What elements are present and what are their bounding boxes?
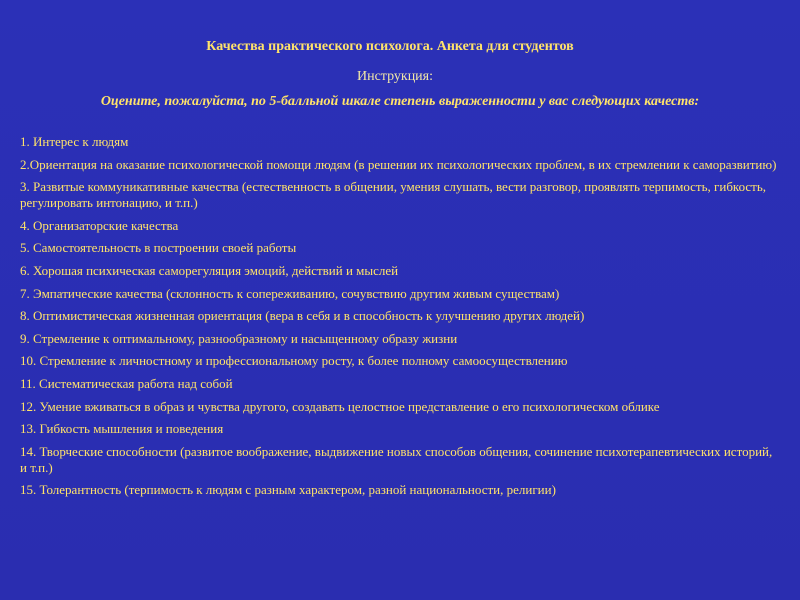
list-item: 9. Стремление к оптимальному, разнообразному и насыщенному образу жизни [20, 330, 458, 346]
list-item: 3. Развитые коммуникативные качества (естественность в общении, умения слушать, вести разговор, проявлять терпимость, гибкость, регулировать интонацию, и т.п.) [20, 179, 767, 211]
list-item: 8. Оптимистическая жизненная ориентация (вера в себя и в способность к улучшению других людей) [20, 308, 585, 324]
instruction-label: Инструкция: [356, 69, 434, 84]
list-item: 10. Стремление к личностному и профессиональному росту, к более полному самоосуществлению [20, 353, 568, 369]
list-item: 7. Эмпатические качества (склонность к сопереживанию, сочувствию другим живым существам) [20, 285, 560, 301]
list-item: 14. Творческие способности (развитое воображение, выдвижение новых способов общения, сочинение психотерапевтических историй, и т.п.) [20, 443, 773, 475]
instruction-prompt: Оцените, пожалуйста, по 5-балльной шкале степень выраженности у вас следующих качеств: [100, 94, 700, 109]
list-item: 6. Хорошая психическая саморегуляция эмоций, действий и мыслей [20, 262, 399, 278]
list-item: 5. Самостоятельность в построении своей работы [20, 240, 297, 256]
list-item: 4. Организаторские качества [20, 217, 179, 233]
list-item: 12. Умение вживаться в образ и чувства другого, создавать целостное представление о его психологическом облике [20, 398, 660, 414]
qualities-list [20, 134, 780, 505]
list-item: 15. Толерантность (терпимость к людям с разным характером, разной национальности, религии) [20, 482, 556, 498]
list-item: 13. Гибкость мышления и поведения [20, 421, 224, 437]
list-item: 2.Ориентация на оказание психологической помощи людям (в решении их психологических проблем, в их стремлении к саморазвитию) [20, 156, 777, 172]
slide-header [0, 38, 800, 112]
list-item: 11. Систематическая работа над собой [20, 375, 233, 391]
page-title: Качества практического психолога. Анкета для студентов [206, 39, 574, 54]
list-item: 1. Интерес к людям [20, 134, 129, 149]
